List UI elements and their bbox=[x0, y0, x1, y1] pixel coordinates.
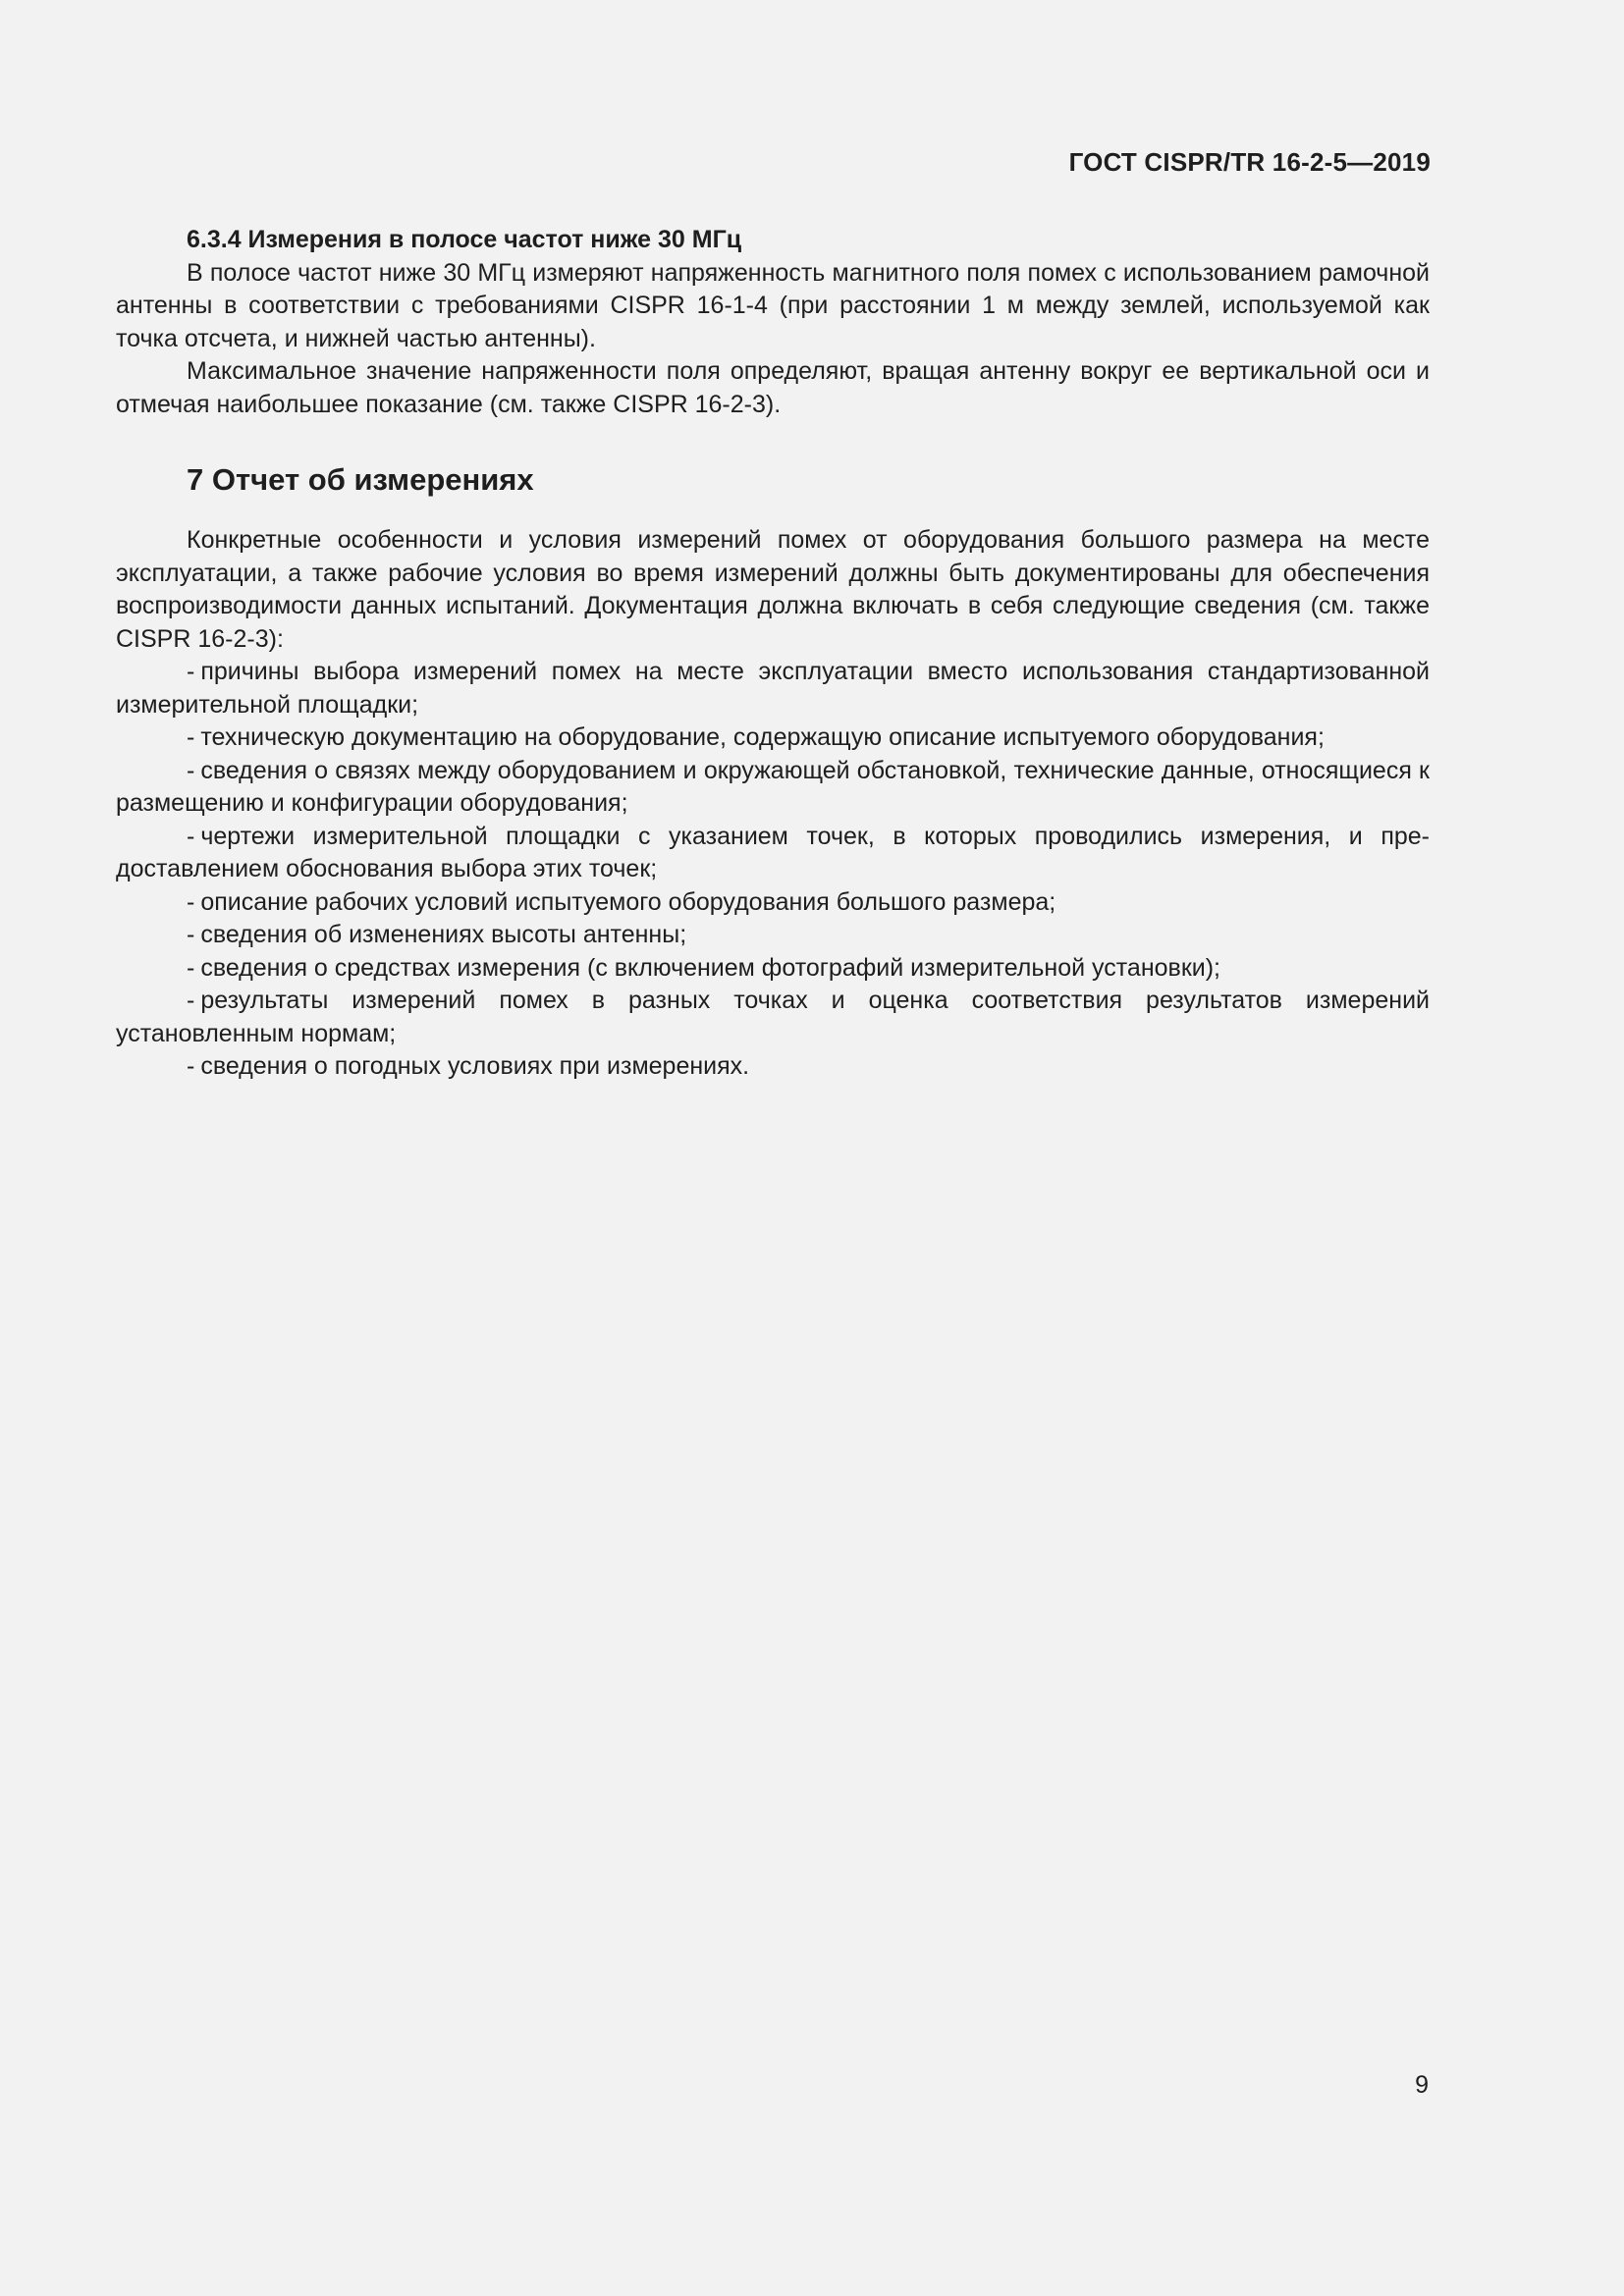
list-dash: - bbox=[187, 987, 195, 1014]
standard-code-header: ГОСТ CISPR/TR 16-2-5—2019 bbox=[1068, 147, 1431, 177]
list-dash: - bbox=[187, 756, 195, 784]
list-item bbox=[116, 755, 1430, 821]
list-item bbox=[116, 821, 1430, 886]
report-requirements-list bbox=[116, 656, 1430, 1084]
page-content bbox=[116, 224, 1430, 1084]
list-item bbox=[116, 656, 1430, 721]
list-item bbox=[116, 952, 1430, 986]
list-item-text: техническую документацию на оборудование, содержащую описание испытуемого оборудования; bbox=[200, 723, 1325, 751]
paragraph: Максимальное значение напряженности поля определяют, вращая антенну вокруг ее вертикальной оси и отмечая наибольшее показание (см. также CISPR 16-2-3). bbox=[116, 357, 1430, 418]
list-item-text: сведения о связях между оборудованием и окружающей обстановкой, технические данные, относящиеся к размещению и конфигурации оборудования; bbox=[116, 756, 1430, 817]
list-dash: - bbox=[187, 953, 195, 982]
list-item-text: сведения о погодных условиях при измерениях. bbox=[200, 1052, 750, 1080]
list-item-text: чертежи измерительной площадки с указанием точек, в которых проводились измерения, и предоставлением обоснования выбора этих точек; bbox=[116, 822, 1430, 882]
list-dash: - bbox=[187, 1052, 195, 1080]
list-dash: - bbox=[187, 723, 195, 751]
list-item bbox=[116, 985, 1430, 1050]
list-item-text: причины выбора измерений помех на месте эксплуатации вместо использования стандартизованной измерительной площадки; bbox=[116, 658, 1430, 719]
list-dash: - bbox=[187, 822, 195, 850]
list-item-text: результаты измерений помех в разных точках и оценка соответствия результатов измерений установленным нормам; bbox=[116, 987, 1430, 1047]
list-item-text: сведения о средствах измерения (с включением фотографий измерительной установки); bbox=[200, 953, 1220, 982]
list-item bbox=[116, 1050, 1430, 1084]
list-item-text: описание рабочих условий испытуемого оборудования большого размера; bbox=[200, 887, 1056, 916]
list-dash: - bbox=[187, 921, 195, 948]
list-item bbox=[116, 919, 1430, 952]
list-item bbox=[116, 886, 1430, 920]
list-dash: - bbox=[187, 658, 195, 685]
list-item-text: сведения об изменениях высоты антенны; bbox=[200, 921, 687, 948]
list-item bbox=[116, 721, 1430, 755]
section-heading: 7 Отчет об измерениях bbox=[187, 462, 534, 497]
list-dash: - bbox=[187, 887, 195, 916]
subsection-heading: 6.3.4 Измерения в полосе частот ниже 30 МГц bbox=[187, 226, 742, 253]
paragraph: В полосе частот ниже 30 МГц измеряют напряженность магнитного поля помех с использованием рамочной антенны в соответствии с требованиями CISPR 16-1-4 (при расстоянии 1 м между землей, используемой как точка отсчета, и нижней частью антенны). bbox=[116, 258, 1430, 352]
page-number: 9 bbox=[1415, 2071, 1429, 2099]
section-intro-paragraph: Конкретные особенности и условия измерений помех от оборудования большого размера на месте эксплуатации, а также рабочие условия во время измерений должны быть документированы для обеспечения воспроизводимости данных испытаний. Документация должна включать в себя следующие сведения (см. также CISPR 16-2-3): bbox=[116, 526, 1430, 653]
